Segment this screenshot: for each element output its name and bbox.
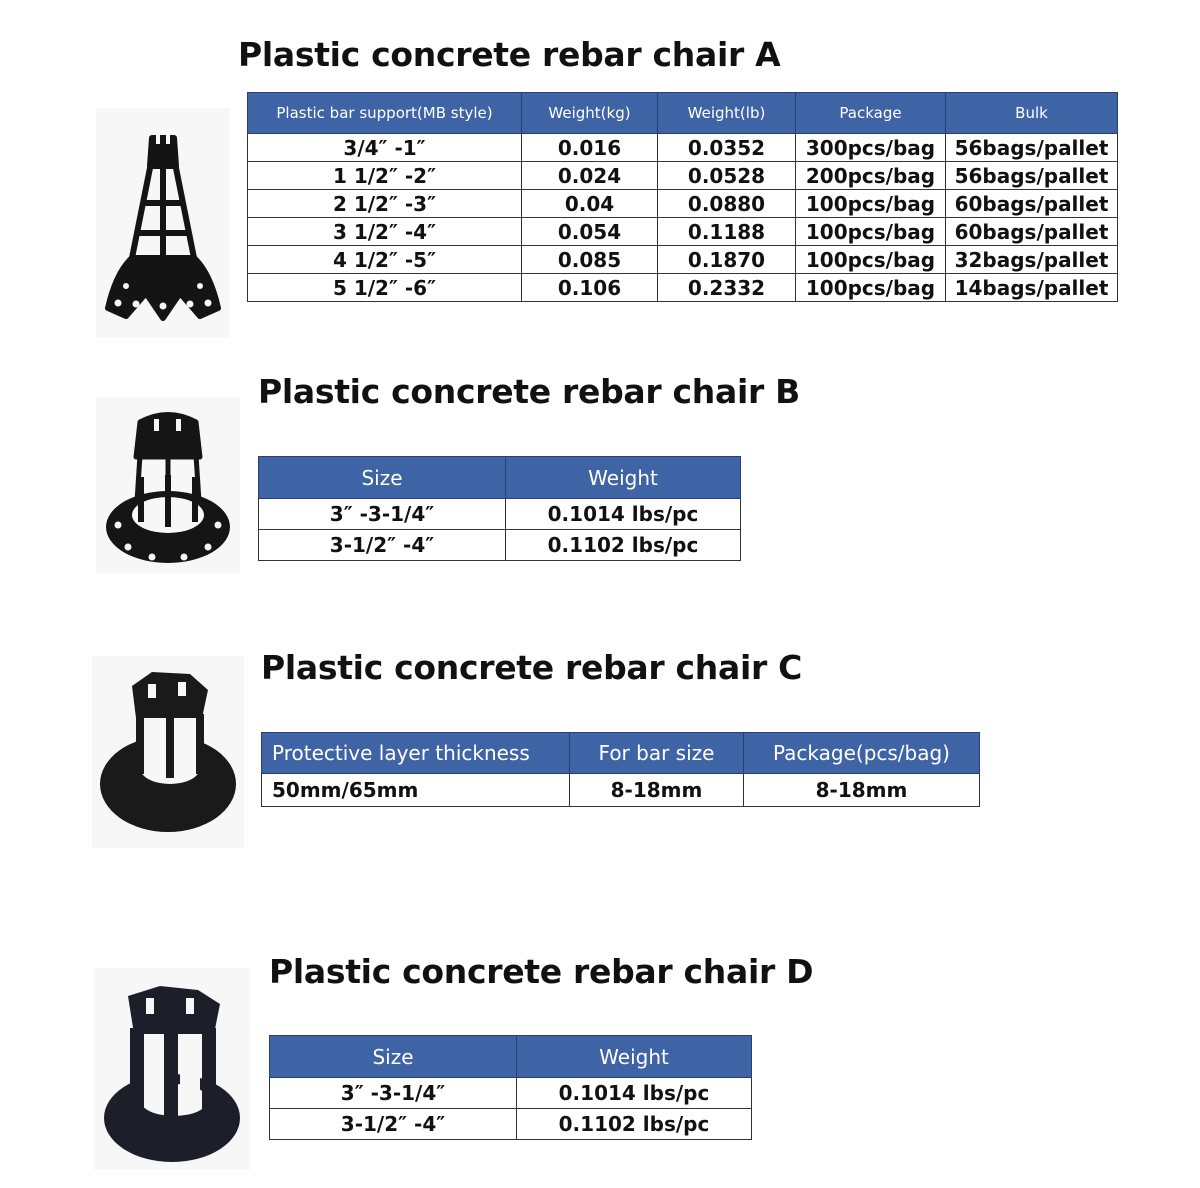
cell-weight-lb: 0.0880 xyxy=(658,190,796,218)
cell-bulk: 60bags/pallet xyxy=(946,218,1118,246)
chair-a-spec-table xyxy=(247,92,1118,302)
cell-weight-kg: 0.04 xyxy=(522,190,658,218)
chair-d-spec-table xyxy=(269,1035,752,1140)
section-d-title: Plastic concrete rebar chair D xyxy=(269,952,814,991)
table-header-row xyxy=(248,93,1118,134)
column-header-bar-size: For bar size xyxy=(570,733,744,774)
cell-bulk: 56bags/pallet xyxy=(946,162,1118,190)
cell-package: 200pcs/bag xyxy=(796,162,946,190)
cell-weight-kg: 0.085 xyxy=(522,246,658,274)
table-row xyxy=(270,1109,752,1140)
cell-layer-thickness: 50mm/65mm xyxy=(262,774,570,807)
column-header-package: Package(pcs/bag) xyxy=(744,733,980,774)
cell-weight-kg: 0.054 xyxy=(522,218,658,246)
cell-package: 100pcs/bag xyxy=(796,190,946,218)
section-a-title: Plastic concrete rebar chair A xyxy=(238,35,781,74)
rebar-chair-b-image xyxy=(96,397,240,573)
column-header-weight-lb: Weight(lb) xyxy=(658,93,796,134)
cell-weight: 0.1014 lbs/pc xyxy=(517,1078,752,1109)
cell-package: 8-18mm xyxy=(744,774,980,807)
cell-size: 3″ -3-1/4″ xyxy=(259,499,506,530)
rebar-chair-a-image xyxy=(96,108,230,338)
cell-weight-lb: 0.1870 xyxy=(658,246,796,274)
cell-size: 3-1/2″ -4″ xyxy=(270,1109,517,1140)
cell-weight: 0.1102 lbs/pc xyxy=(506,530,741,561)
table-header-row xyxy=(259,457,741,499)
cell-bulk: 60bags/pallet xyxy=(946,190,1118,218)
table-row xyxy=(248,190,1118,218)
chair-b-spec-table xyxy=(258,456,741,561)
table-row xyxy=(248,218,1118,246)
cell-size: 1 1/2″ -2″ xyxy=(248,162,522,190)
cell-bulk: 56bags/pallet xyxy=(946,134,1118,162)
table-row xyxy=(270,1078,752,1109)
cell-package: 100pcs/bag xyxy=(796,246,946,274)
column-header-support: Plastic bar support(MB style) xyxy=(248,93,522,134)
rebar-chair-d-image xyxy=(94,968,250,1170)
cell-weight-kg: 0.024 xyxy=(522,162,658,190)
column-header-bulk: Bulk xyxy=(946,93,1118,134)
cell-size: 3 1/2″ -4″ xyxy=(248,218,522,246)
column-header-size: Size xyxy=(270,1036,517,1078)
cell-weight-lb: 0.2332 xyxy=(658,274,796,302)
table-row xyxy=(248,162,1118,190)
cell-bulk: 14bags/pallet xyxy=(946,274,1118,302)
cell-package: 100pcs/bag xyxy=(796,274,946,302)
cell-weight-lb: 0.1188 xyxy=(658,218,796,246)
cell-weight: 0.1102 lbs/pc xyxy=(517,1109,752,1140)
cell-size: 3/4″ -1″ xyxy=(248,134,522,162)
cell-bar-size: 8-18mm xyxy=(570,774,744,807)
column-header-weight-kg: Weight(kg) xyxy=(522,93,658,134)
rebar-chair-c-image xyxy=(92,656,244,848)
table-row xyxy=(248,134,1118,162)
cell-weight-lb: 0.0352 xyxy=(658,134,796,162)
cell-size: 3″ -3-1/4″ xyxy=(270,1078,517,1109)
cell-size: 5 1/2″ -6″ xyxy=(248,274,522,302)
column-header-layer-thickness: Protective layer thickness xyxy=(262,733,570,774)
cell-size: 3-1/2″ -4″ xyxy=(259,530,506,561)
cell-weight-lb: 0.0528 xyxy=(658,162,796,190)
chair-c-spec-table xyxy=(261,732,980,807)
column-header-package: Package xyxy=(796,93,946,134)
cell-bulk: 32bags/pallet xyxy=(946,246,1118,274)
cell-size: 4 1/2″ -5″ xyxy=(248,246,522,274)
cell-size: 2 1/2″ -3″ xyxy=(248,190,522,218)
table-row xyxy=(262,774,980,807)
cell-package: 300pcs/bag xyxy=(796,134,946,162)
cell-package: 100pcs/bag xyxy=(796,218,946,246)
cell-weight: 0.1014 lbs/pc xyxy=(506,499,741,530)
table-row xyxy=(259,499,741,530)
cell-weight-kg: 0.016 xyxy=(522,134,658,162)
table-row xyxy=(259,530,741,561)
section-b-title: Plastic concrete rebar chair B xyxy=(258,372,800,411)
column-header-weight: Weight xyxy=(506,457,741,499)
cell-weight-kg: 0.106 xyxy=(522,274,658,302)
column-header-size: Size xyxy=(259,457,506,499)
section-c-title: Plastic concrete rebar chair C xyxy=(261,648,803,687)
column-header-weight: Weight xyxy=(517,1036,752,1078)
table-row xyxy=(248,274,1118,302)
table-header-row xyxy=(262,733,980,774)
table-row xyxy=(248,246,1118,274)
table-header-row xyxy=(270,1036,752,1078)
